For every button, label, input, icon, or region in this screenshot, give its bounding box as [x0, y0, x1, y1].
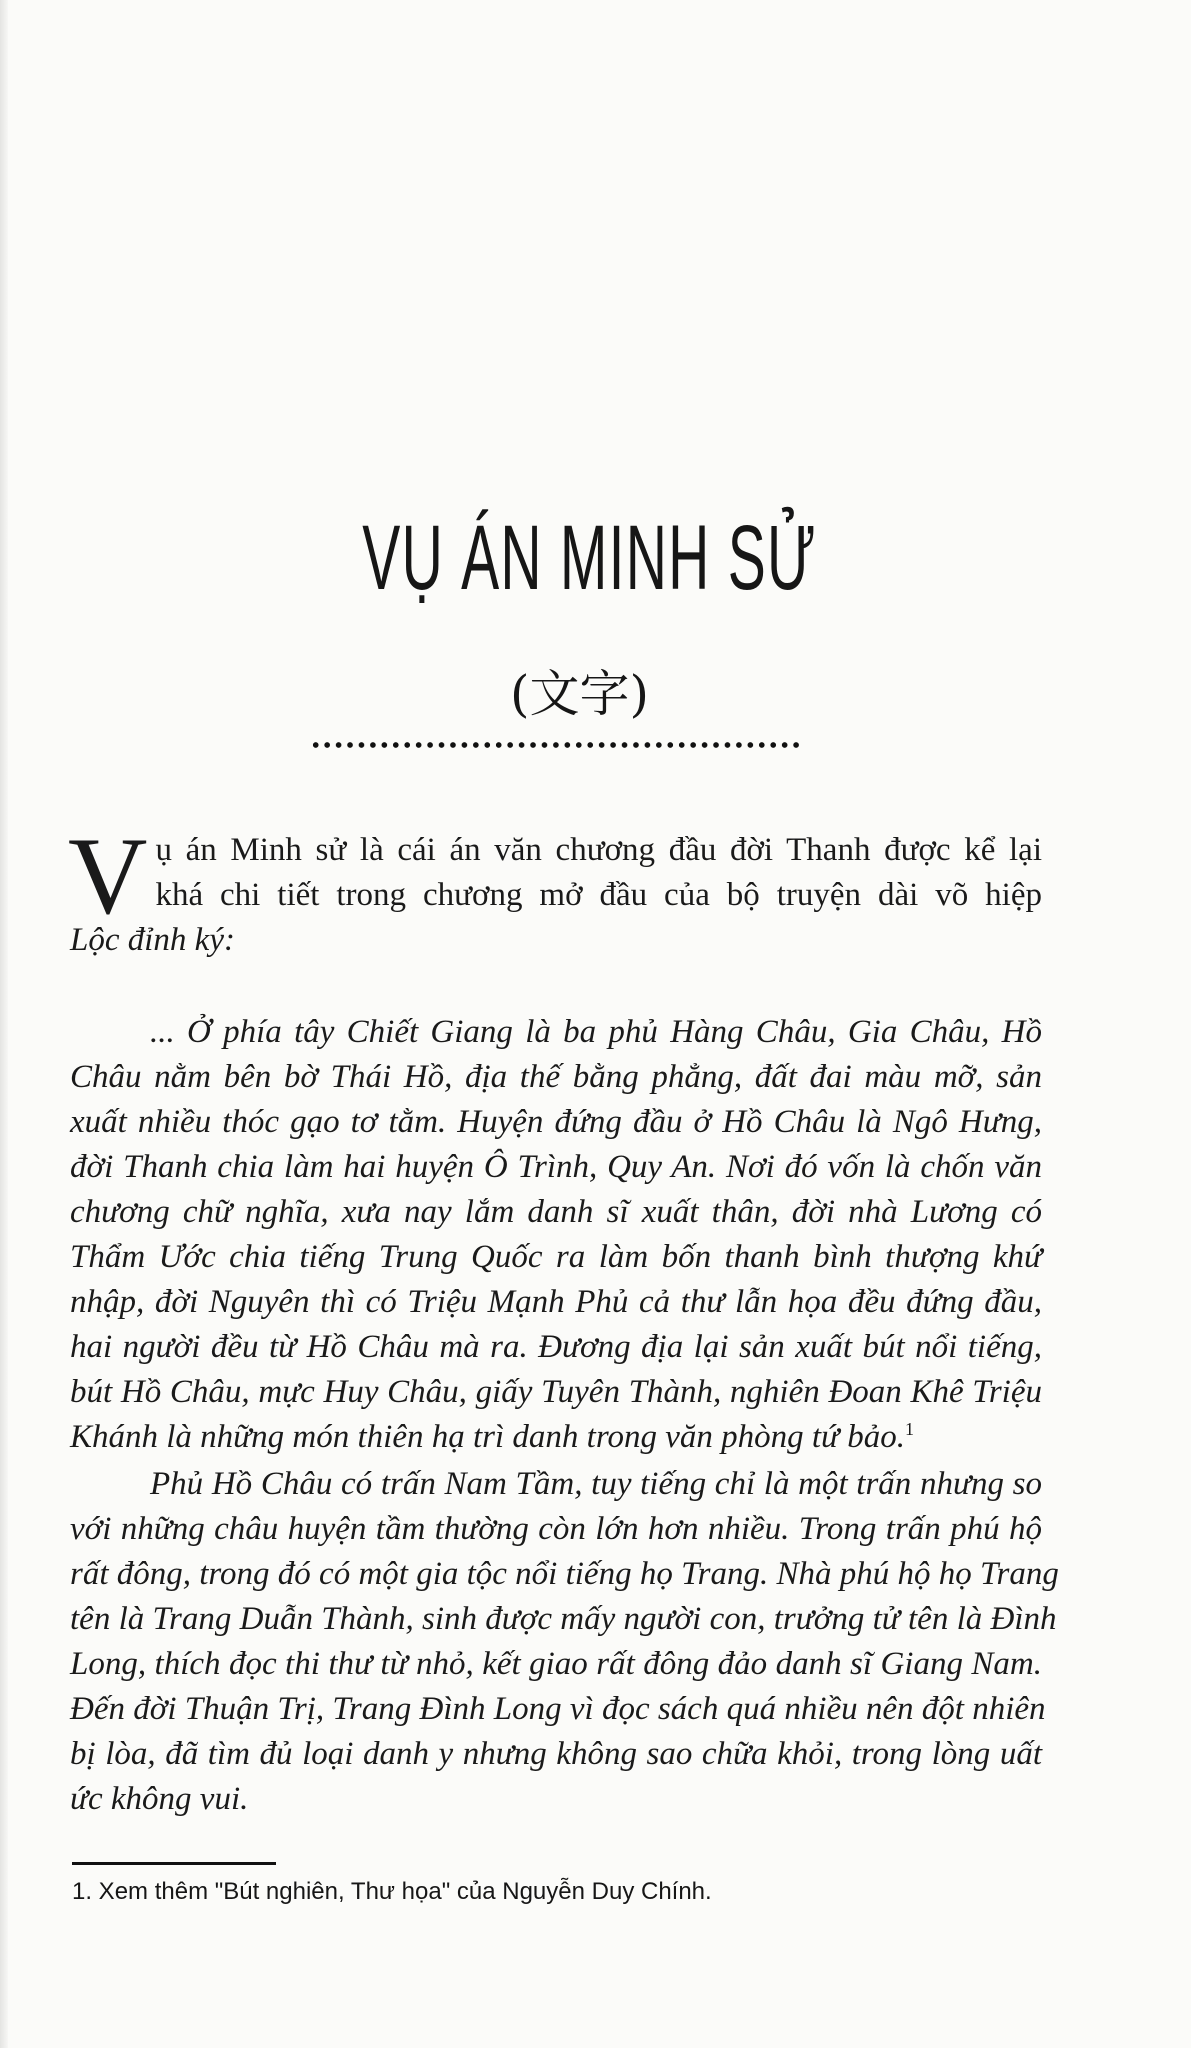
text-line: ức không vui.	[70, 1781, 249, 1817]
text-line: bị lòa, đã tìm đủ loại danh y nhưng không sao chữa khỏi, trong lòng uất	[70, 1736, 1042, 1772]
text-line: Long, thích đọc thi thư từ nhỏ, kết giao rất đông đảo danh sĩ Giang Nam.	[70, 1646, 1042, 1682]
text-line-content: Khánh là những món thiên hạ trì danh trong văn phòng tứ bảo.	[70, 1419, 906, 1455]
text-line: đời Thanh chia làm hai huyện Ô Trình, Quy An. Nơi đó vốn là chốn văn	[70, 1149, 1042, 1185]
paragraph-narrative	[70, 1462, 1059, 1822]
text-line: ụ án Minh sử là cái án văn chương đầu đời Thanh được kể lại	[155, 832, 1042, 868]
text-line: Châu nằm bên bờ Thái Hồ, địa thế bằng phẳng, đất đai màu mỡ, sản	[70, 1059, 1042, 1095]
text-line: tên là Trang Duẫn Thành, sinh được mấy người con, trưởng tử tên là Đình	[70, 1601, 1057, 1637]
text-line: Đến đời Thuận Trị, Trang Đình Long vì đọc sách quá nhiều nên đột nhiên	[70, 1691, 1046, 1727]
text-line: bút Hồ Châu, mực Huy Châu, giấy Tuyên Thành, nghiên Đoan Khê Triệu	[70, 1374, 1042, 1410]
text-line: hai người đều từ Hồ Châu mà ra. Đương địa lại sản xuất bút nổi tiếng,	[70, 1329, 1042, 1365]
chapter-title: VỤ ÁN MINH SỬ	[362, 507, 817, 609]
text-line: ... Ở phía tây Chiết Giang là ba phủ Hàng Châu, Gia Châu, Hồ	[150, 1014, 1042, 1050]
quoted-passage	[70, 1010, 1042, 1460]
text-line	[70, 1415, 1042, 1460]
text-line: Phủ Hồ Châu có trấn Nam Tầm, tuy tiếng chỉ là một trấn nhưng so	[150, 1466, 1042, 1502]
text-line: nhập, đời Nguyên thì có Triệu Mạnh Phủ cả thư lẫn họa đều đứng đầu,	[70, 1284, 1042, 1320]
chapter-subtitle: (文字)	[509, 665, 649, 723]
footnote: 1. Xem thêm "Bút nghiên, Thư họa" của Nguyễn Duy Chính.	[72, 1878, 712, 1905]
text-line: chương chữ nghĩa, xưa nay lắm danh sĩ xuất thân, đời nhà Lương có	[70, 1194, 1042, 1230]
drop-cap: V	[68, 815, 148, 937]
paragraph-intro	[68, 815, 1042, 963]
text-line: rất đông, trong đó có một gia tộc nổi tiếng họ Trang. Nhà phú hộ họ Trang	[70, 1556, 1059, 1592]
text-line: xuất nhiều thóc gạo tơ tằm. Huyện đứng đầu ở Hồ Châu là Ngô Hưng,	[70, 1104, 1042, 1140]
text-line: khá chi tiết trong chương mở đầu của bộ truyện dài võ hiệp	[155, 877, 1042, 913]
page-edge	[0, 0, 8, 2048]
footnote-rule	[72, 1862, 276, 1865]
footnote-ref[interactable]: 1	[905, 1419, 915, 1439]
text-line: với những châu huyện tầm thường còn lớn hơn nhiều. Trong trấn phú hộ	[70, 1511, 1042, 1547]
book-title-line: Lộc đỉnh ký:	[70, 922, 235, 958]
dotted-divider	[310, 739, 804, 751]
text-line: Thẩm Ước chia tiếng Trung Quốc ra làm bốn thanh bình thượng khứ	[70, 1239, 1042, 1275]
